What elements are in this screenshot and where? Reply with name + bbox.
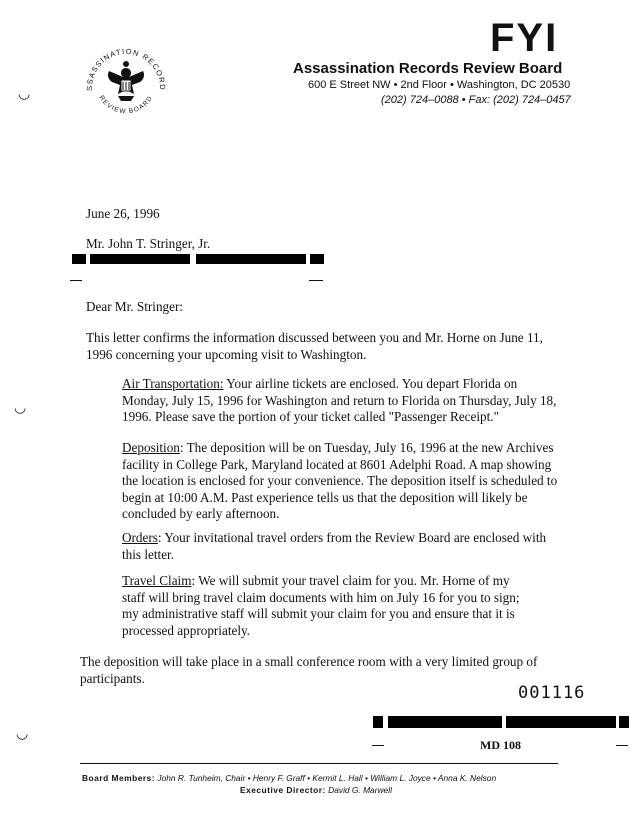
letter-date: June 26, 1996 <box>86 206 160 221</box>
document-stamp-number: 001116 <box>518 683 586 703</box>
footer-rule <box>80 763 558 764</box>
closing-paragraph: The deposition will take place in a small conference room with a very limited group of participants. <box>80 654 538 686</box>
redaction-bar <box>373 716 383 728</box>
footer-board-members <box>82 773 496 783</box>
footer-director-label: Executive Director: <box>240 785 326 795</box>
seal <box>78 38 174 134</box>
eagle-seal-icon <box>78 38 174 134</box>
section-orders <box>122 530 562 563</box>
seal-bottom-text: REVIEW BOARD <box>97 94 155 116</box>
section-body: : We will submit your travel claim for you. Mr. Horne of my staff will bring travel claim documents with him on July 16 for you to sign; my administrative staff will submit your claim for you and ensure that it is processed appropriately. <box>122 573 520 638</box>
footer-members: John R. Tunheim, Chair • Henry F. Graff • Kermit L. Hall • William L. Joyce • Anna K. Nelson <box>157 773 497 783</box>
section-heading: Travel Claim <box>122 573 192 588</box>
divider <box>70 280 82 281</box>
section-deposition <box>122 440 560 523</box>
punch-mark: ◡ <box>14 401 27 416</box>
redaction-bar <box>310 254 324 264</box>
punch-mark: ◡ <box>16 727 29 742</box>
org-phone-fax: (202) 724–0088 • Fax: (202) 724–0457 <box>381 94 571 106</box>
salutation: Dear Mr. Stringer: <box>86 299 184 314</box>
section-body: Your airline tickets are enclosed. You depart Florida on Monday, July 15, 1996 for Washington and return to Florida on Thursday, July 18, 1996. Please save the portion of your ticket called "Passenger Receipt." <box>122 376 557 424</box>
redaction-bar <box>90 254 190 264</box>
section-body: : The deposition will be on Tuesday, July 16, 1996 at the new Archives facility in College Park, Maryland located at 8601 Adelphi Road. A map showing the location is enclosed for your convenience. The deposition itself is scheduled to begin at 10:00 A.M. Past experience tells us that the deposition will likely be concluded by early afternoon. <box>122 440 558 521</box>
divider <box>372 745 384 746</box>
section-travel-claim <box>122 573 522 639</box>
divider <box>616 745 628 746</box>
section-heading: Air Transportation: <box>122 376 224 391</box>
divider <box>309 280 323 281</box>
org-address: 600 E Street NW • 2nd Floor • Washington, DC 20530 <box>308 79 571 91</box>
fyi-logo: FYI <box>490 16 559 60</box>
redaction-bar <box>506 716 616 728</box>
footer-members-label: Board Members: <box>82 773 156 783</box>
section-heading: Orders <box>122 530 158 545</box>
intro-paragraph: This letter confirms the information discussed between you and Mr. Horne on June 11, 1996 concerning your upcoming visit to Washington. <box>86 330 543 362</box>
redaction-bar <box>196 254 306 264</box>
redaction-bar <box>619 716 629 728</box>
section-body: : Your invitational travel orders from the Review Board are enclosed with this letter. <box>122 530 547 562</box>
section-heading: Deposition <box>122 440 180 455</box>
seal-top-text: SSASSINATION RECORD <box>84 46 168 91</box>
footer-director: David G. Marwell <box>328 785 392 795</box>
section-air-transportation <box>122 376 560 426</box>
footer-executive-director <box>240 785 392 795</box>
recipient-name: Mr. John T. Stringer, Jr. <box>86 236 211 251</box>
punch-mark: ◡ <box>18 87 31 102</box>
document-id: MD 108 <box>480 738 521 752</box>
redaction-bar <box>72 254 86 264</box>
redaction-bar <box>388 716 502 728</box>
org-name: Assassination Records Review Board <box>293 60 563 77</box>
